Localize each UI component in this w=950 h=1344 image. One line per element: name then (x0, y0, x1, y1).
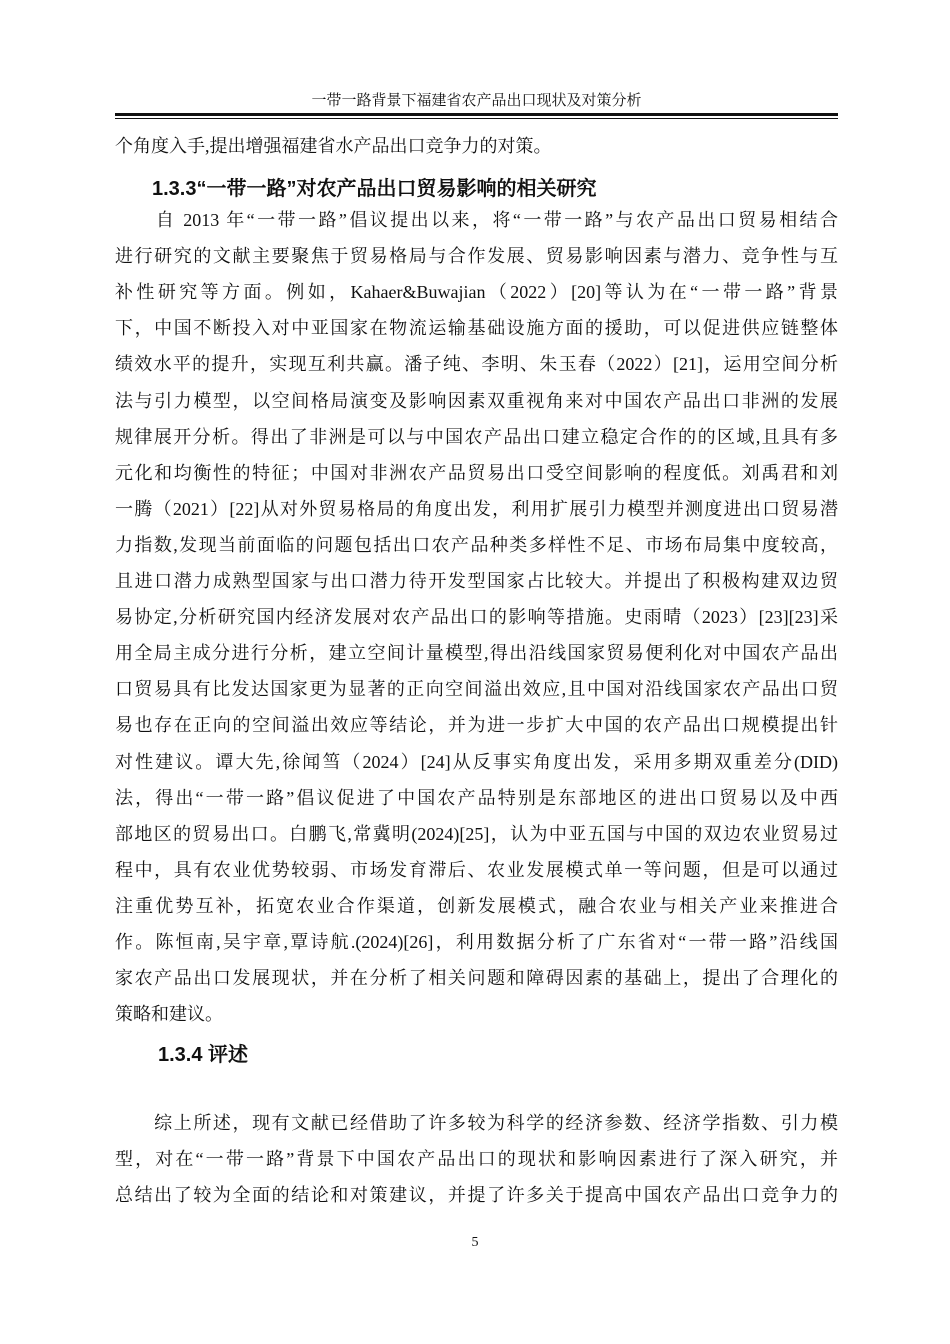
paragraph-line: 注重优势互补，拓宽农业合作渠道，创新发展模式，融合农业与相关产业来推进合 (115, 895, 838, 916)
paragraph-line: 作。陈恒南,吴宇章,覃诗航.(2024)[26]，利用数据分析了广东省对“一带一路”沿线国 (115, 932, 838, 952)
paragraph-line: 总结出了较为全面的结论和对策建议，并提了许多关于提高中国农产品出口竞争力的 (115, 1185, 838, 1206)
running-header: 一带一路背景下福建省农产品出口现状及对策分析 (311, 93, 642, 109)
paragraph-line: 用全局主成分进行分析，建立空间计量模型,得出沿线国家贸易便利化对中国农产品出 (115, 643, 838, 664)
paragraph-line: 易也存在正向的空间溢出效应等结论，并为进一步扩大中国的农产品出口规模提出针 (115, 715, 838, 736)
paragraph-line: 法，得出“一带一路”倡议促进了中国农产品特别是东部地区的进出口贸易以及中西 (115, 787, 838, 808)
intro-line: 个角度入手,提出增强福建省水产品出口竞争力的对策。 (115, 136, 552, 156)
paragraph-line: 对性建议。谭大先,徐闻筜（2024）[24]从反事实角度出发，采用多期双重差分(DID) (115, 751, 838, 772)
paragraph-line: 易协定,分析研究国内经济发展对农产品出口的影响等措施。史雨晴（2023）[23][23]采 (115, 607, 838, 628)
paragraph-line: 元化和均衡性的特征；中国对非洲农产品贸易出口受空间影响的程度低。刘禹君和刘 (115, 462, 838, 483)
paragraph-line: 家农产品出口发展现状，并在分析了相关问题和障碍因素的基础上，提出了合理化的 (115, 968, 838, 989)
paragraph-line: 补性研究等方面。例如，Kahaer&Buwajian（2022）[20]等认为在“一带一路”背景 (115, 282, 838, 303)
paragraph-line: 进行研究的文献主要聚焦于贸易格局与合作发展、贸易影响因素与潜力、竞争性与互 (115, 246, 838, 267)
paragraph-line: 下，中国不断投入对中亚国家在物流运输基础设施方面的援助，可以促进供应链整体 (115, 318, 838, 339)
page-number: 5 (471, 1235, 479, 1250)
paragraph-line: 策略和建议。 (115, 1004, 223, 1025)
paragraph-line: 综上所述，现有文献已经借助了许多较为科学的经济参数、经济学指数、引力模 (115, 1113, 838, 1133)
paragraph-line: 部地区的贸易出口。白鹏飞,常冀明(2024)[25]，认为中亚五国与中国的双边农业贸易过 (115, 823, 838, 844)
header-rule-thick (115, 113, 838, 116)
paragraph-line: 口贸易具有比发达国家更为显著的正向空间溢出效应,且中国对沿线国家农产品出口贸 (115, 679, 838, 700)
paragraph-line: 规律展开分析。得出了非洲是可以与中国农产品出口建立稳定合作的的区域,且具有多 (115, 426, 838, 447)
paragraph-line: 型，对在“一带一路”背景下中国农产品出口的现状和影响因素进行了深入研究，并 (115, 1149, 838, 1170)
header-rule-thin (115, 118, 838, 119)
section-heading-1-3-4: 1.3.4 评述 (158, 1044, 249, 1066)
paragraph-line: 自 2013 年“一带一路”倡议提出以来，将“一带一路”与农产品出口贸易相结合 (115, 210, 838, 230)
section-heading-1-3-3: 1.3.3“一带一路”对农产品出口贸易影响的相关研究 (152, 178, 597, 200)
paragraph-line: 且进口潜力成熟型国家与出口潜力待开发型国家占比较大。并提出了积极构建双边贸 (115, 571, 838, 591)
paragraph-line: 程中，具有农业优势较弱、市场发育滞后、农业发展模式单一等问题，但是可以通过 (115, 859, 838, 880)
paragraph-line: 力指数,发现当前面临的问题包括出口农产品种类多样性不足、市场布局集中度较高， (115, 534, 838, 555)
paragraph-line: 绩效水平的提升，实现互利共赢。潘子纯、李明、朱玉春（2022）[21]，运用空间分析 (115, 354, 838, 375)
paragraph-line: 一腾（2021）[22]从对外贸易格局的角度出发，利用扩展引力模型并测度进出口贸易潜 (115, 498, 838, 519)
paragraph-line: 法与引力模型，以空间格局演变及影响因素双重视角来对中国农产品出口非洲的发展 (115, 390, 838, 411)
